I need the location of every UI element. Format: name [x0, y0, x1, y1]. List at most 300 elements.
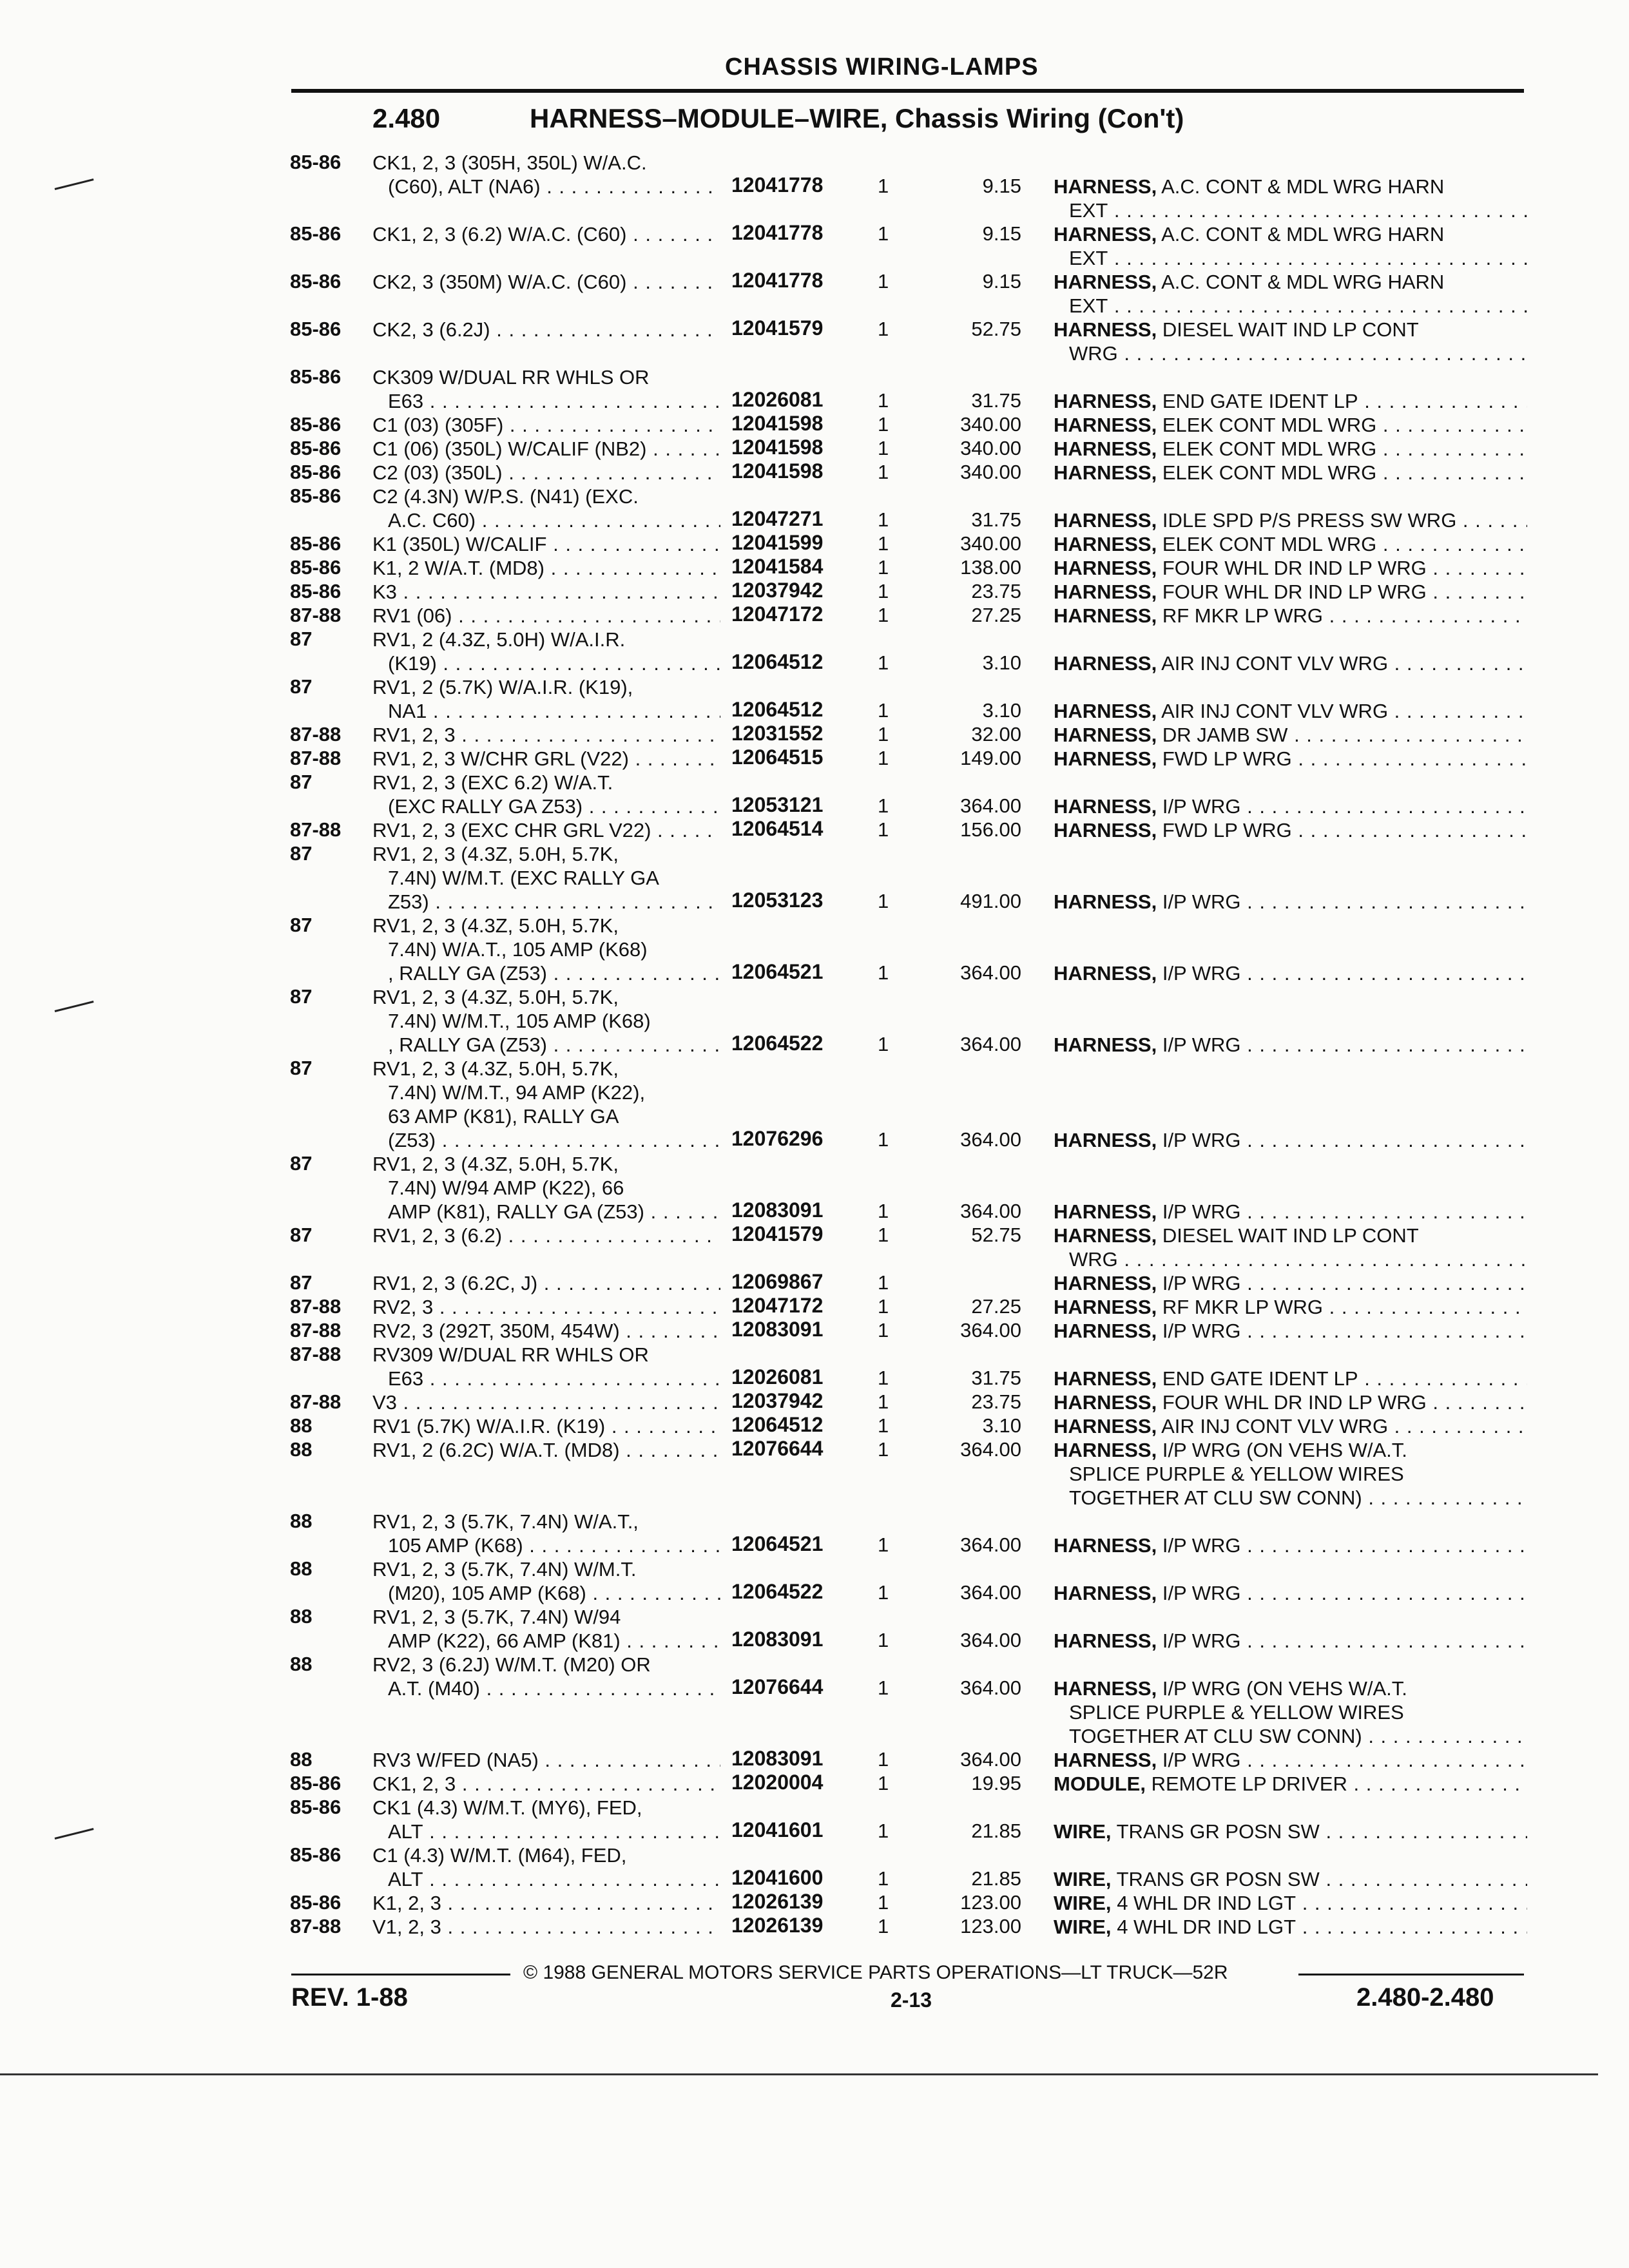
price: 9.15 [982, 270, 1021, 293]
model-year: 87 [290, 675, 313, 698]
part-number: 12041584 [731, 555, 824, 578]
part-number: 12053123 [731, 889, 824, 912]
part-name-line: FWD LP WRG [1162, 747, 1292, 770]
part-name-line: I/P WRG [1162, 962, 1241, 985]
part-name [1054, 1224, 1527, 1271]
quantity: 1 [878, 222, 889, 245]
quantity: 1 [878, 1677, 889, 1699]
description-line: ALT . . . [372, 1820, 720, 1843]
bottom-rule [0, 2073, 1598, 2075]
application-description [372, 628, 720, 675]
price: 364.00 [960, 1533, 1021, 1556]
part-number: 12041579 [731, 316, 824, 340]
quantity: 1 [878, 1915, 889, 1937]
part-category: HARNESS, [1054, 1367, 1157, 1390]
part-name [1054, 1581, 1527, 1605]
description-line: RV1, 2, 3 (4.3Z, 5.0H, 5.7K, [372, 1057, 619, 1080]
part-name-line: RF MKR LP WRG [1162, 604, 1323, 627]
description-line: 7.4N) W/A.T., 105 AMP (K68) [388, 938, 648, 961]
application-description [372, 318, 720, 341]
part-category: HARNESS, [1054, 437, 1157, 460]
part-name [1054, 961, 1527, 985]
part-name-line: REMOTE LP DRIVER [1151, 1773, 1347, 1795]
part-name [1054, 651, 1527, 675]
application-description [372, 1438, 720, 1462]
price: 3.10 [982, 651, 1021, 674]
part-category: HARNESS, [1054, 533, 1157, 555]
price: 9.15 [982, 175, 1021, 197]
application-description [372, 1224, 720, 1247]
quantity: 1 [878, 1581, 889, 1604]
quantity: 1 [878, 1367, 889, 1389]
price: 340.00 [960, 461, 1021, 483]
description-line: ALT . . . [372, 1867, 720, 1891]
part-name-line: TOGETHER AT CLU SW CONN) [1069, 1486, 1362, 1509]
model-year: 88 [290, 1653, 313, 1675]
application-description [372, 747, 720, 771]
description-line: CK309 W/DUAL RR WHLS OR [372, 366, 650, 389]
model-year: 87-88 [290, 1295, 342, 1318]
part-number: 12041778 [731, 173, 824, 197]
description-line: (C60), ALT (NA6) . . . [372, 175, 720, 198]
header-rule [291, 89, 1524, 93]
description-line: CK1, 2, 3 . . . [372, 1772, 720, 1796]
quantity: 1 [878, 580, 889, 602]
description-line: , RALLY GA (Z53) . . . [372, 961, 720, 985]
part-name-line: A.C. CONT & MDL WRG HARN [1161, 175, 1445, 198]
quantity: 1 [878, 794, 889, 817]
description-line: (K19) . . . [372, 651, 720, 675]
part-name-line: SPLICE PURPLE & YELLOW WIRES [1069, 1701, 1404, 1724]
part-name [1054, 794, 1527, 818]
part-name-line: 4 WHL DR IND LGT [1117, 1892, 1296, 1914]
application-description [372, 461, 720, 485]
description-line: , RALLY GA (Z53) . . . [372, 1033, 720, 1057]
description-line: RV1, 2 (6.2C) W/A.T. (MD8) . . . [372, 1438, 720, 1462]
part-name-line: I/P WRG [1162, 1200, 1241, 1223]
part-name [1054, 1629, 1527, 1653]
model-year: 87 [290, 1057, 313, 1079]
part-number: 12041600 [731, 1866, 824, 1889]
part-number: 12041778 [731, 221, 824, 244]
part-name [1054, 1271, 1527, 1295]
part-name-line: FOUR WHL DR IND LP WRG [1162, 1391, 1427, 1414]
description-line: RV1, 2, 3 (EXC 6.2) W/A.T. [372, 771, 613, 794]
part-number: 12041598 [731, 459, 824, 483]
part-number: 12026081 [731, 388, 824, 411]
description-line: RV1, 2, 3 W/CHR GRL (V22) . . . [372, 747, 720, 771]
part-name-line: FWD LP WRG [1162, 819, 1292, 841]
part-number: 12083091 [731, 1747, 824, 1770]
model-year: 85-86 [290, 1843, 342, 1866]
description-line: 7.4N) W/M.T., 94 AMP (K22), [388, 1081, 646, 1104]
quantity: 1 [878, 437, 889, 459]
application-description [372, 1557, 720, 1605]
description-line: C1 (03) (305F) . . . [372, 413, 720, 437]
part-category: HARNESS, [1054, 604, 1157, 627]
part-number: 12026139 [731, 1890, 824, 1913]
model-year: 87-88 [290, 723, 342, 745]
part-name [1054, 1772, 1527, 1796]
part-category: HARNESS, [1054, 1320, 1157, 1342]
part-number: 12076644 [731, 1437, 824, 1460]
description-line: CK1 (4.3) W/M.T. (MY6), FED, [372, 1796, 642, 1819]
part-category: HARNESS, [1054, 652, 1157, 675]
part-name-line: I/P WRG [1162, 1320, 1241, 1342]
quantity: 1 [878, 1748, 889, 1771]
part-category: WIRE, [1054, 1916, 1112, 1938]
part-name-line: DIESEL WAIT IND LP CONT [1162, 1224, 1419, 1247]
model-year: 87-88 [290, 1390, 342, 1413]
part-name-line: EXT [1069, 247, 1108, 269]
part-number: 12041599 [731, 531, 824, 554]
model-year: 88 [290, 1438, 313, 1461]
quantity: 1 [878, 508, 889, 531]
part-name-line: I/P WRG [1162, 795, 1241, 818]
part-name-line: AIR INJ CONT VLV WRG [1161, 700, 1389, 722]
description-line: 7.4N) W/94 AMP (K22), 66 [388, 1177, 624, 1199]
part-name-line: I/P WRG (ON VEHS W/A.T. [1162, 1439, 1407, 1461]
part-name-line: WRG [1069, 1248, 1118, 1271]
description-line: E63 . . . [372, 1367, 720, 1390]
price: 19.95 [971, 1772, 1021, 1794]
description-line: K1 (350L) W/CALIF . . . [372, 532, 720, 556]
price: 340.00 [960, 437, 1021, 459]
part-name-line: I/P WRG [1162, 1749, 1241, 1771]
part-name-line: ELEK CONT MDL WRG [1162, 461, 1377, 484]
application-description [372, 365, 720, 413]
part-name [1054, 604, 1527, 628]
part-name [1054, 747, 1527, 771]
price: 23.75 [971, 580, 1021, 602]
model-year: 85-86 [290, 461, 342, 483]
part-name [1054, 1748, 1527, 1772]
application-description [372, 1772, 720, 1796]
description-line: RV3 W/FED (NA5) . . . [372, 1748, 720, 1772]
model-year: 87 [290, 842, 313, 865]
quantity: 1 [878, 1438, 889, 1461]
model-year: 85-86 [290, 1796, 342, 1818]
price: 9.15 [982, 222, 1021, 245]
application-description [372, 1414, 720, 1438]
part-category: HARNESS, [1054, 1534, 1157, 1557]
model-year: 85-86 [290, 151, 342, 173]
part-category: HARNESS, [1054, 1677, 1157, 1700]
application-description [372, 556, 720, 580]
description-line: C1 (06) (350L) W/CALIF (NB2) . . . [372, 437, 720, 461]
quantity: 1 [878, 1629, 889, 1651]
description-line: 105 AMP (K68) . . . [372, 1533, 720, 1557]
part-name [1054, 389, 1527, 413]
description-line: 63 AMP (K81), RALLY GA [388, 1105, 619, 1128]
application-description [372, 1796, 720, 1843]
description-line: RV1, 2 (5.7K) W/A.I.R. (K19), [372, 676, 633, 698]
application-description [372, 723, 720, 747]
part-category: HARNESS, [1054, 962, 1157, 985]
part-category: HARNESS, [1054, 724, 1157, 746]
model-year: 85-86 [290, 1772, 342, 1794]
quantity: 1 [878, 699, 889, 722]
model-year: 88 [290, 1557, 313, 1580]
part-name [1054, 1915, 1527, 1939]
quantity: 1 [878, 389, 889, 412]
quantity: 1 [878, 890, 889, 912]
price: 364.00 [960, 1438, 1021, 1461]
part-name-line: TRANS GR POSN SW [1116, 1868, 1320, 1890]
part-name-line: END GATE IDENT LP [1162, 1367, 1358, 1390]
application-description [372, 1271, 720, 1295]
description-line: K1, 2 W/A.T. (MD8) . . . [372, 556, 720, 580]
description-line: E63 . . . [372, 389, 720, 413]
price: 156.00 [960, 818, 1021, 841]
model-year: 87-88 [290, 1915, 342, 1937]
description-line: RV1, 2, 3 (EXC CHR GRL V22) . . . [372, 818, 720, 842]
part-category: HARNESS, [1054, 557, 1157, 579]
description-line: C2 (4.3N) W/P.S. (N41) (EXC. [372, 485, 639, 508]
part-name-line: I/P WRG [1162, 1582, 1241, 1604]
description-line: CK1, 2, 3 (305H, 350L) W/A.C. [372, 151, 647, 174]
part-name-line: FOUR WHL DR IND LP WRG [1162, 557, 1427, 579]
part-name [1054, 508, 1527, 532]
price: 32.00 [971, 723, 1021, 745]
price: 364.00 [960, 1748, 1021, 1771]
description-line: RV2, 3 (6.2J) W/M.T. (M20) OR [372, 1653, 651, 1676]
price: 52.75 [971, 318, 1021, 340]
price: 52.75 [971, 1224, 1021, 1246]
part-category: HARNESS, [1054, 1296, 1157, 1318]
part-category: HARNESS, [1054, 461, 1157, 484]
application-description [372, 1295, 720, 1319]
part-number: 12064512 [731, 650, 824, 673]
description-line: AMP (K81), RALLY GA (Z53) . . . [372, 1200, 720, 1224]
section-range: 2.480-2.480 [1356, 1983, 1494, 2012]
part-name [1054, 1820, 1527, 1843]
footer-rule-left [291, 1974, 510, 1975]
quantity: 1 [878, 556, 889, 579]
description-line: RV1, 2, 3 (4.3Z, 5.0H, 5.7K, [372, 914, 619, 937]
model-year: 85-86 [290, 437, 342, 459]
price: 149.00 [960, 747, 1021, 769]
part-category: HARNESS, [1054, 747, 1157, 770]
price: 27.25 [971, 1295, 1021, 1318]
part-name [1054, 818, 1527, 842]
description-line: RV2, 3 (292T, 350M, 454W) . . . [372, 1319, 720, 1343]
price: 21.85 [971, 1867, 1021, 1890]
part-name [1054, 318, 1527, 365]
part-name [1054, 1367, 1527, 1390]
part-name-line: DIESEL WAIT IND LP CONT [1162, 318, 1419, 341]
quantity: 1 [878, 1224, 889, 1246]
price: 364.00 [960, 1128, 1021, 1151]
quantity: 1 [878, 961, 889, 984]
price: 31.75 [971, 389, 1021, 412]
part-name [1054, 175, 1527, 222]
price: 364.00 [960, 1677, 1021, 1699]
part-name [1054, 1438, 1527, 1510]
part-number: 12064515 [731, 745, 824, 769]
application-description [372, 532, 720, 556]
description-line: CK1, 2, 3 (6.2) W/A.C. (C60) . . . [372, 222, 720, 246]
part-name [1054, 270, 1527, 318]
part-number: 12041601 [731, 1818, 824, 1841]
description-line: RV2, 3 . . . [372, 1295, 720, 1319]
part-name [1054, 890, 1527, 914]
part-name [1054, 461, 1527, 485]
part-name-line: 4 WHL DR IND LGT [1117, 1916, 1296, 1938]
price: 31.75 [971, 508, 1021, 531]
part-category: HARNESS, [1054, 271, 1157, 293]
description-line: V1, 2, 3 . . . [372, 1915, 720, 1939]
part-name-line: ELEK CONT MDL WRG [1162, 414, 1377, 436]
part-category: HARNESS, [1054, 1415, 1157, 1437]
part-number: 12041579 [731, 1222, 824, 1245]
application-description [372, 1510, 720, 1557]
application-description [372, 914, 720, 985]
model-year: 85-86 [290, 580, 342, 602]
price: 340.00 [960, 532, 1021, 555]
part-number: 12064521 [731, 960, 824, 983]
description-line: C1 (4.3) W/M.T. (M64), FED, [372, 1844, 627, 1867]
price: 364.00 [960, 961, 1021, 984]
part-name [1054, 1128, 1527, 1152]
application-description [372, 1748, 720, 1772]
price: 3.10 [982, 699, 1021, 722]
part-name-line: I/P WRG [1162, 890, 1241, 913]
copyright-text: © 1988 GENERAL MOTORS SERVICE PARTS OPERATIONS—LT TRUCK—52R [523, 1962, 1228, 1983]
description-line: RV1, 2, 3 (4.3Z, 5.0H, 5.7K, [372, 1153, 619, 1175]
application-description [372, 270, 720, 294]
part-category: HARNESS, [1054, 1200, 1157, 1223]
description-line: RV1, 2, 3 (4.3Z, 5.0H, 5.7K, [372, 843, 619, 865]
price: 364.00 [960, 1319, 1021, 1341]
part-name [1054, 1533, 1527, 1557]
part-number: 12076296 [731, 1127, 824, 1150]
part-category: HARNESS, [1054, 819, 1157, 841]
quantity: 1 [878, 461, 889, 483]
part-name [1054, 413, 1527, 437]
part-category: HARNESS, [1054, 1629, 1157, 1652]
part-number: 12047172 [731, 602, 824, 626]
quantity: 1 [878, 1128, 889, 1151]
description-line: A.T. (M40) . . . [372, 1677, 720, 1700]
description-line: K3 . . . [372, 580, 720, 604]
application-description [372, 1915, 720, 1939]
part-name [1054, 1414, 1527, 1438]
part-name [1054, 1390, 1527, 1414]
application-description [372, 437, 720, 461]
description-line: RV1, 2, 3 (4.3Z, 5.0H, 5.7K, [372, 986, 619, 1008]
margin-mark [55, 1828, 94, 1840]
part-name [1054, 1200, 1527, 1224]
quantity: 1 [878, 651, 889, 674]
part-category: HARNESS, [1054, 1033, 1157, 1056]
model-year: 88 [290, 1510, 313, 1532]
model-year: 87-88 [290, 1319, 342, 1341]
description-line: C2 (03) (350L) . . . [372, 461, 720, 485]
part-category: HARNESS, [1054, 318, 1157, 341]
application-description [372, 771, 720, 818]
part-category: WIRE, [1054, 1820, 1112, 1843]
part-category: HARNESS, [1054, 1439, 1157, 1461]
application-description [372, 1057, 720, 1152]
page-number: 2-13 [891, 1988, 932, 2012]
application-description [372, 1891, 720, 1915]
part-name [1054, 1033, 1527, 1057]
margin-mark [55, 1001, 94, 1012]
description-line: RV1, 2, 3 (6.2C, J) . . . [372, 1271, 720, 1295]
part-category: HARNESS, [1054, 1272, 1157, 1294]
application-description [372, 1843, 720, 1891]
part-name [1054, 580, 1527, 604]
part-number: 12076644 [731, 1675, 824, 1698]
description-line: RV1 (5.7K) W/A.I.R. (K19) . . . [372, 1414, 720, 1438]
quantity: 1 [878, 818, 889, 841]
model-year: 85-86 [290, 318, 342, 340]
quantity: 1 [878, 1772, 889, 1794]
part-category: HARNESS, [1054, 1582, 1157, 1604]
description-line: Z53) . . . [372, 890, 720, 914]
description-line: CK2, 3 (6.2J) . . . [372, 318, 720, 341]
part-name-line: I/P WRG [1162, 1629, 1241, 1652]
model-year: 85-86 [290, 413, 342, 436]
part-name [1054, 1677, 1527, 1748]
part-name-line: IDLE SPD P/S PRESS SW WRG [1162, 509, 1457, 532]
application-description [372, 1390, 720, 1414]
part-name-line: TOGETHER AT CLU SW CONN) [1069, 1725, 1362, 1747]
quantity: 1 [878, 1295, 889, 1318]
model-year: 85-86 [290, 485, 342, 507]
part-number: 12047271 [731, 507, 824, 530]
model-year: 85-86 [290, 270, 342, 293]
application-description [372, 1605, 720, 1653]
quantity: 1 [878, 318, 889, 340]
quantity: 1 [878, 1319, 889, 1341]
description-line: RV1, 2, 3 (5.7K, 7.4N) W/M.T. [372, 1558, 637, 1581]
part-number: 12064512 [731, 698, 824, 721]
description-line: 7.4N) W/M.T., 105 AMP (K68) [388, 1010, 651, 1032]
description-line: RV1, 2, 3 (5.7K, 7.4N) W/A.T., [372, 1510, 639, 1533]
part-name-line: WRG [1069, 342, 1118, 365]
part-number: 12031552 [731, 722, 824, 745]
description-line: RV1, 2, 3 . . . [372, 723, 720, 747]
application-description [372, 604, 720, 628]
application-description [372, 1319, 720, 1343]
model-year: 87 [290, 985, 313, 1008]
part-category: HARNESS, [1054, 890, 1157, 913]
application-description [372, 151, 720, 198]
part-name-line: AIR INJ CONT VLV WRG [1161, 652, 1389, 675]
price: 23.75 [971, 1390, 1021, 1413]
part-number: 12064522 [731, 1032, 824, 1055]
part-number: 12020004 [731, 1771, 824, 1794]
part-category: HARNESS, [1054, 795, 1157, 818]
quantity: 1 [878, 1867, 889, 1890]
model-year: 87 [290, 914, 313, 936]
part-name [1054, 1295, 1527, 1319]
price: 491.00 [960, 890, 1021, 912]
price: 31.75 [971, 1367, 1021, 1389]
part-name [1054, 1867, 1527, 1891]
application-description [372, 675, 720, 723]
price: 364.00 [960, 1581, 1021, 1604]
part-category: MODULE, [1054, 1773, 1146, 1795]
footer-rule-right [1298, 1974, 1524, 1975]
quantity: 1 [878, 747, 889, 769]
part-name-line: I/P WRG (ON VEHS W/A.T. [1162, 1677, 1407, 1700]
description-line: (EXC RALLY GA Z53) . . . [372, 794, 720, 818]
part-category: HARNESS, [1054, 1391, 1157, 1414]
model-year: 87 [290, 1224, 313, 1246]
